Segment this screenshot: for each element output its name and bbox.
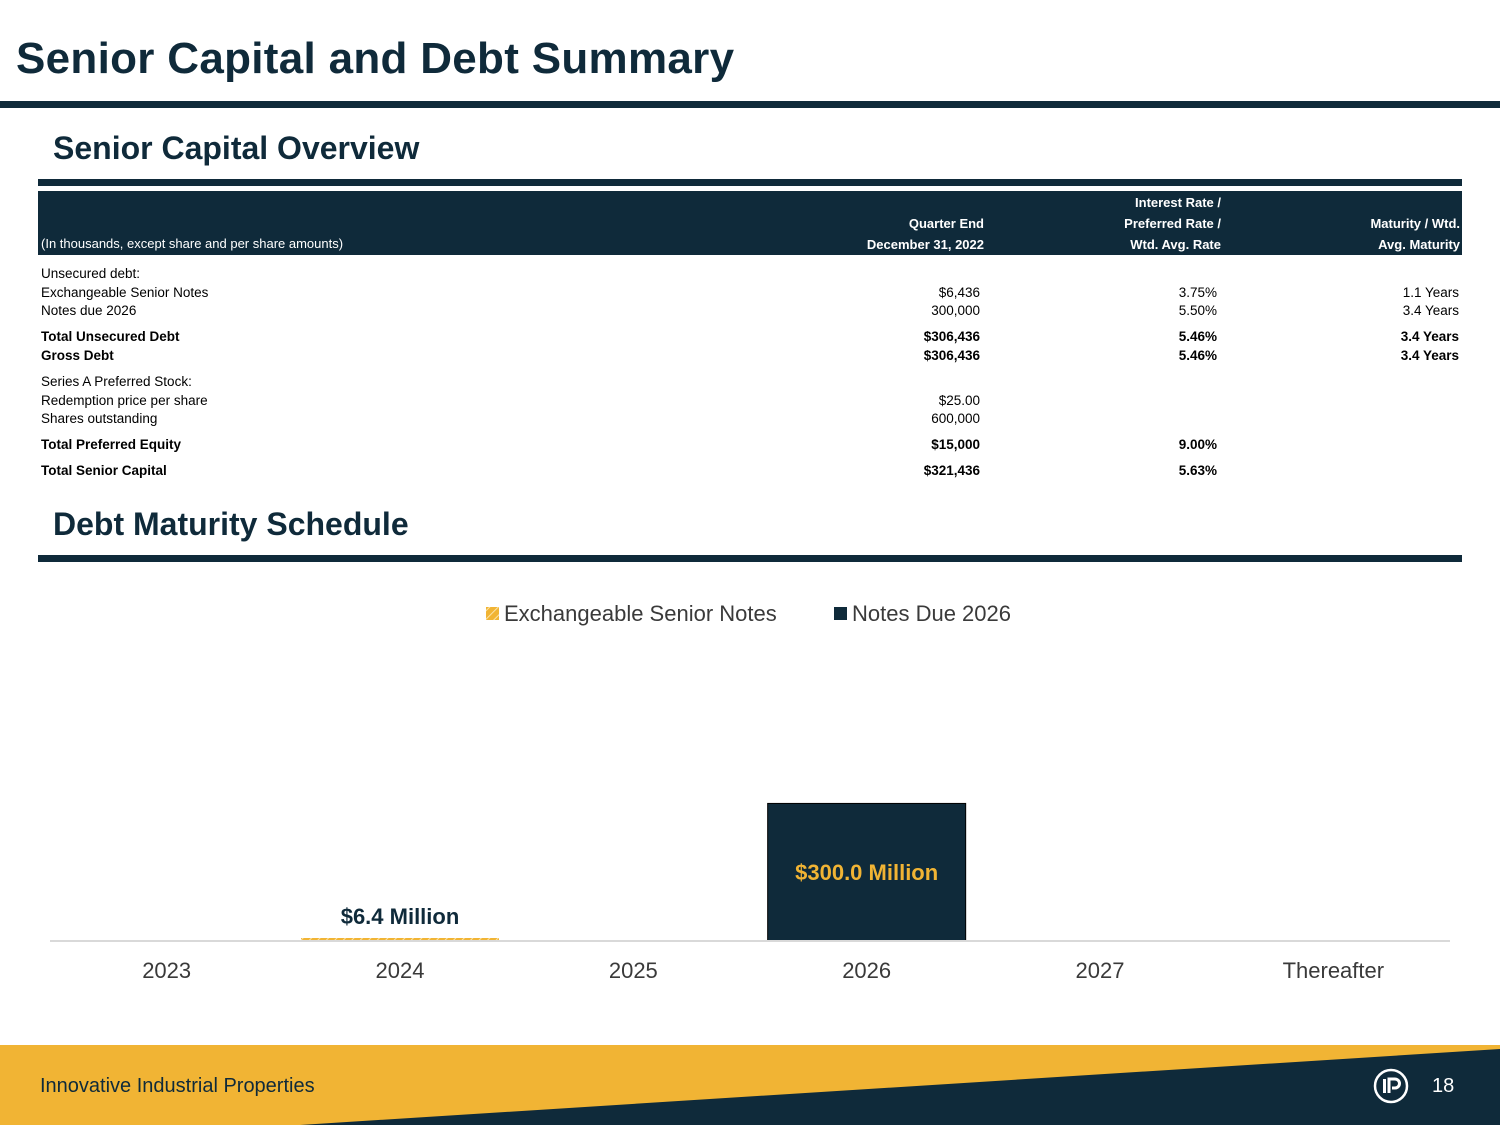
column-header-line: Interest Rate /: [1135, 195, 1221, 210]
row-value-amount: 600,000: [931, 411, 980, 426]
row-value-amount: $306,436: [923, 348, 980, 363]
table-row: [38, 283, 1462, 302]
column-header-line: December 31, 2022: [866, 237, 984, 252]
x-tick-label: 2026: [842, 958, 892, 983]
table-row-total: [38, 435, 1462, 454]
section-rule-overview: [38, 179, 1462, 186]
column-header-line: Maturity / Wtd.: [1370, 216, 1460, 231]
data-label-2026: $300.0 Million: [795, 860, 939, 886]
title-rule: [0, 101, 1500, 108]
table-row: [38, 391, 1462, 410]
table-row-total: [38, 461, 1462, 480]
table-row: [38, 301, 1462, 320]
section-rule-schedule: [38, 555, 1462, 562]
row-label: Shares outstanding: [41, 411, 158, 426]
row-value-amount: $6,436: [938, 285, 980, 300]
column-header-quarter-end: [867, 213, 984, 255]
footer-company-name: Innovative Industrial Properties: [40, 1075, 315, 1097]
column-header-line: Avg. Maturity: [1378, 237, 1460, 252]
column-header-line: Wtd. Avg. Rate: [1130, 237, 1221, 252]
table-row: [38, 409, 1462, 428]
row-value-maturity: 3.4 Years: [1400, 348, 1459, 363]
data-label-2024: $6.4 Million: [340, 904, 460, 930]
row-label: Series A Preferred Stock:: [41, 374, 192, 389]
row-value-maturity: 3.4 Years: [1400, 329, 1459, 344]
row-value-amount: $15,000: [931, 437, 980, 452]
table-row: [38, 264, 1462, 283]
row-value-maturity: 1.1 Years: [1402, 285, 1459, 300]
row-value-rate: 9.00%: [1178, 437, 1217, 452]
table-row-total: [38, 327, 1462, 346]
column-header-maturity: [1370, 213, 1460, 255]
row-value-rate: 3.75%: [1178, 285, 1217, 300]
row-value-rate: 5.63%: [1178, 463, 1217, 478]
column-header-line: Quarter End: [908, 216, 984, 231]
column-header-rate: [1124, 192, 1221, 255]
table-units-note: (In thousands, except share and per share amounts): [41, 236, 344, 251]
chart-legend: [486, 601, 1011, 626]
row-label: Total Unsecured Debt: [41, 329, 180, 344]
page-title: Senior Capital and Debt Summary: [16, 34, 735, 83]
legend-label: Notes Due 2026: [852, 601, 1011, 626]
row-label: Redemption price per share: [41, 393, 208, 408]
row-label: Unsecured debt:: [41, 266, 141, 281]
row-value-amount: $306,436: [923, 329, 980, 344]
row-label: Gross Debt: [41, 348, 114, 363]
row-label: Exchangeable Senior Notes: [41, 285, 209, 300]
row-label: Total Preferred Equity: [41, 437, 182, 452]
row-value-maturity: 3.4 Years: [1402, 303, 1459, 318]
legend-swatch: [834, 607, 847, 620]
row-value-rate: 5.50%: [1178, 303, 1217, 318]
table-row: [38, 372, 1462, 391]
row-label: Notes due 2026: [41, 303, 137, 318]
table-row-total: [38, 346, 1462, 365]
x-tick-label: Thereafter: [1282, 958, 1385, 983]
x-tick-label: 2023: [142, 958, 192, 983]
row-value-amount: 300,000: [931, 303, 980, 318]
section-title-overview: Senior Capital Overview: [53, 130, 420, 166]
table-header: [38, 191, 1462, 255]
legend-swatch: [486, 607, 499, 620]
x-tick-label: 2027: [1075, 958, 1125, 983]
debt-maturity-chart: [0, 570, 1500, 1010]
row-value-rate: 5.46%: [1178, 329, 1217, 344]
row-value-amount: $321,436: [923, 463, 980, 478]
column-header-line: Preferred Rate /: [1124, 216, 1221, 231]
page-number: 18: [1432, 1075, 1455, 1097]
row-value-rate: 5.46%: [1178, 348, 1217, 363]
company-logo-icon: [1373, 1068, 1409, 1104]
section-title-schedule: Debt Maturity Schedule: [53, 506, 409, 542]
row-label: Total Senior Capital: [41, 463, 167, 478]
row-value-amount: $25.00: [938, 393, 980, 408]
x-tick-label: 2024: [375, 958, 425, 983]
legend-label: Exchangeable Senior Notes: [504, 601, 777, 626]
x-tick-label: 2025: [608, 958, 658, 983]
x-axis-ticks: [142, 958, 1384, 983]
